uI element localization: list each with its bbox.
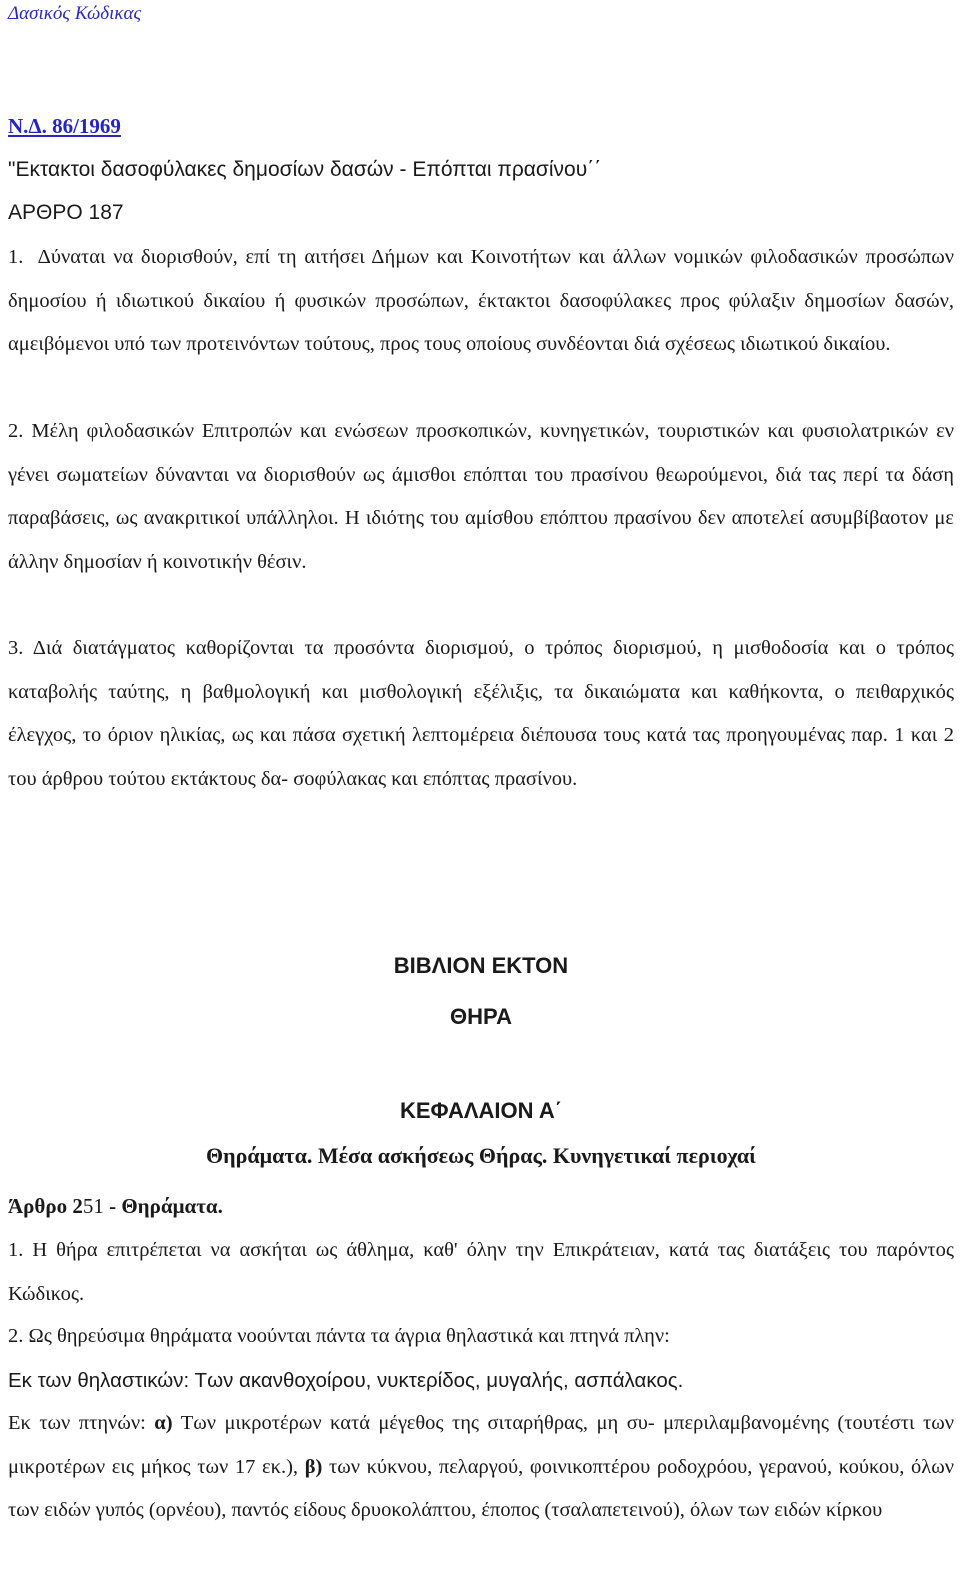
birds-exclusion (8, 1402, 954, 1533)
paragraph-2 (8, 410, 954, 584)
birds-a-marker: α) (154, 1412, 173, 1434)
birds-intro: Εκ των πτηνών: (8, 1412, 146, 1434)
chapter-subtitle: Θηράματα. Μέσα ασκήσεως Θήρας. Κυνηγετικαί περιοχαί (206, 1143, 756, 1168)
law-subtitle: "Εκτακτοι δασοφύλακες δημοσίων δασών - Επόπται πρασίνου΄΄ (8, 158, 602, 181)
book-title: ΒΙΒΛΙΟΝ ΕΚΤΟΝ (393, 953, 569, 978)
article-heading: ΑΡΘΡΟ 187 (8, 201, 124, 224)
document-header-title: Δασικός Κώδικας (8, 3, 142, 24)
paragraph-number: 2. (8, 420, 24, 442)
article-251-label-num: 51 (82, 1194, 104, 1218)
paragraph-number: 1. (8, 1239, 24, 1261)
article-251-paragraph-1 (8, 1229, 954, 1316)
birds-b-marker: β) (304, 1455, 323, 1478)
paragraph-number: 1. (8, 246, 24, 268)
law-reference-link[interactable]: Ν.Δ. 86/1969 (8, 114, 121, 138)
chapter-title: ΚΕΦΑΛΑΙΟΝ Α΄ (399, 1098, 563, 1123)
paragraph-text: Μέλη φιλοδασικών Επιτροπών και ενώσεων προσκοπικών, κυνηγετικών, τουριστικών και φυσιολατρικών εν γένει σωματείων δύνανται να διορισθούν ως άμισθοι επόπται του πρασίνου θεωρούμενοι, διά τας περί τα δάση παραβάσεις, ως ανακριτικοί υπάλληλοι. Η ιδιότης του αμίσθου επόπτου πρασίνου δεν αποτελεί ασυμβίβαοτον με άλλην δημοσίαν ή κοινοτικήν θέσιν. (8, 420, 954, 573)
birds-a-text: Των μικροτέρων κατά μέγεθος της σιταρήθρας, μη συ- μπεριλαμβανομένης (τουτέστι των μικροτέρων εις μήκος των 17 εκ.), (8, 1412, 954, 1478)
paragraph-3 (8, 627, 954, 801)
birds-b-text: των κύκνου, πελαργού, φοινικοπτέρου ροδοχρόου, γερανού, κούκου, όλων των ειδών γυπός (ορνέου), παντός είδους δρυοκολάπτου, έποπος (τσαλαπετεινού), όλων των ειδών κίρκου (8, 1455, 955, 1521)
paragraph-1 (8, 236, 954, 367)
book-subject: ΘΗΡΑ (450, 1004, 512, 1029)
mammals-exclusion: Εκ των θηλαστικών: Των ακανθοχοίρου, νυκτερίδος, μυγαλής, ασπάλακος. (8, 1369, 684, 1392)
paragraph-text: Διά διατάγματος καθορίζονται τα προσόντα διορισμού, ο τρόπος διορισμού, η μισθοδοσία και ο τρόπος καταβολής ταύτης, η βαθμολογική και μισθολογική εξέλιξις, τα δικαιώματα και καθήκοντα, ο πειθαρχικός έλεγχος, το όριον ηλικίας, ως και πάσα σχετική λεπτομέρεια διέπουσα τους κατά τας προηγουμένας παρ. 1 και 2 του άρθρου τούτου εκτάκτους δα- σοφύλακας και επόπτας πρασίνου. (8, 637, 954, 790)
paragraph-text: Ως θηρεύσιμα θηράματα νοούνται πάντα τα άγρια θηλαστικά και πτηνά πλην: (28, 1325, 670, 1347)
article-251-paragraph-2 (8, 1315, 954, 1359)
article-251-label-end: - Θηράματα. (103, 1194, 223, 1218)
article-251-label-start: Άρθρο 2 (8, 1194, 83, 1218)
paragraph-text: Δύναται να διορισθούν, επί τη αιτήσει Δήμων και Κοινοτήτων και άλλων νομικών φιλοδασικών προσώπων δημοσίου ή ιδιωτικού δικαίου ή φυσικών προσώπων, έκτακτοι δασοφύλακες προς φύλαξιν δημοσίων δασών, αμειβόμενοι υπό των προτεινόντων τούτους, προς τους οποίους συνδέονται διά σχέσεως ιδιωτικού δικαίου. (8, 246, 954, 355)
paragraph-number: 2. (8, 1325, 24, 1347)
paragraph-text: Η θήρα επιτρέπεται να ασκήται ως άθλημα, καθ' όλην την Επικράτειαν, κατά τας διατάξεις του παρόντος Κώδικος. (8, 1239, 955, 1305)
article-251-heading (8, 1192, 223, 1220)
paragraph-number: 3. (8, 637, 24, 659)
